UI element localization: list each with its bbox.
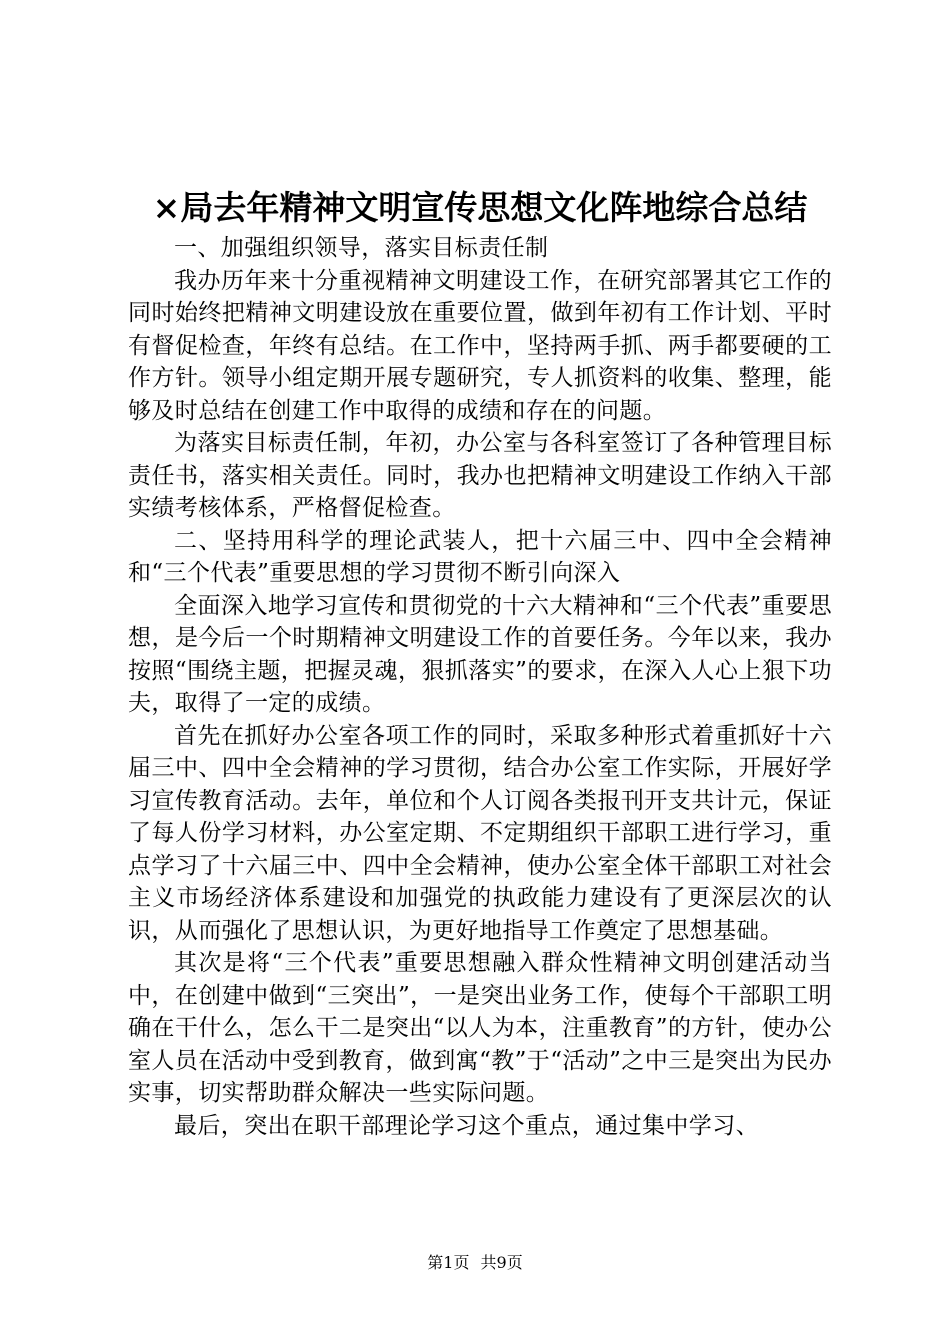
- document-body: [128, 232, 832, 1142]
- paragraph: 全面深入地学习宣传和贯彻党的十六大精神和“三个代表”重要思想，是今后一个时期精神文明建设工作的首要任务。今年以来，我办按照“围绕主题，把握灵魂，狠抓落实”的要求，在深入人心上狠下功夫，取得了一定的成绩。: [128, 592, 832, 716]
- document-title: ×局去年精神文明宣传思想文化阵地综合总结: [152, 188, 808, 227]
- paragraph: 首先在抓好办公室各项工作的同时，采取多种形式着重抓好十六届三中、四中全会精神的学习贯彻，结合办公室工作实际，开展好学习宣传教育活动。去年，单位和个人订阅各类报刊开支共计元，保证了每人份学习材料，办公室定期、不定期组织干部职工进行学习，重点学习了十六届三中、四中全会精神，使办公室全体干部职工对社会主义市场经济体系建设和加强党的执政能力建设有了更深层次的认识，从而强化了思想认识，为更好地指导工作奠定了思想基础。: [128, 722, 832, 944]
- paragraph: 我办历年来十分重视精神文明建设工作，在研究部署其它工作的同时始终把精神文明建设放在重要位置，做到年初有工作计划、平时有督促检查，年终有总结。在工作中，坚持两手抓、两手都要硬的工作方针。领导小组定期开展专题研究，专人抓资料的收集、整理，能够及时总结在创建工作中取得的成绩和存在的问题。: [128, 267, 832, 424]
- page-total: 共9页: [480, 1253, 523, 1272]
- paragraph: 最后，突出在职干部理论学习这个重点，通过集中学习、: [174, 1112, 759, 1139]
- section-heading-2: 二、坚持用科学的理论武装人，把十六届三中、四中全会精神和“三个代表”重要思想的学习贯彻不断引向深入: [128, 527, 832, 586]
- page-number: 第1页: [427, 1253, 470, 1272]
- section-heading-1: 一、加强组织领导，落实目标责任制: [174, 235, 549, 261]
- page-footer: [0, 1252, 950, 1274]
- paragraph: 为落实目标责任制，年初，办公室与各科室签订了各种管理目标责任书，落实相关责任。同时，我办也把精神文明建设工作纳入干部实绩考核体系，严格督促检查。: [128, 430, 832, 521]
- paragraph: 其次是将“三个代表”重要思想融入群众性精神文明创建活动当中，在创建中做到“三突出”，一是突出业务工作，使每个干部职工明确在干什么，怎么干二是突出“以人为本，注重教育”的方针，使办公室人员在活动中受到教育，做到寓“教”于“活动”之中三是突出为民办实事，切实帮助群众解决一些实际问题。: [128, 950, 832, 1106]
